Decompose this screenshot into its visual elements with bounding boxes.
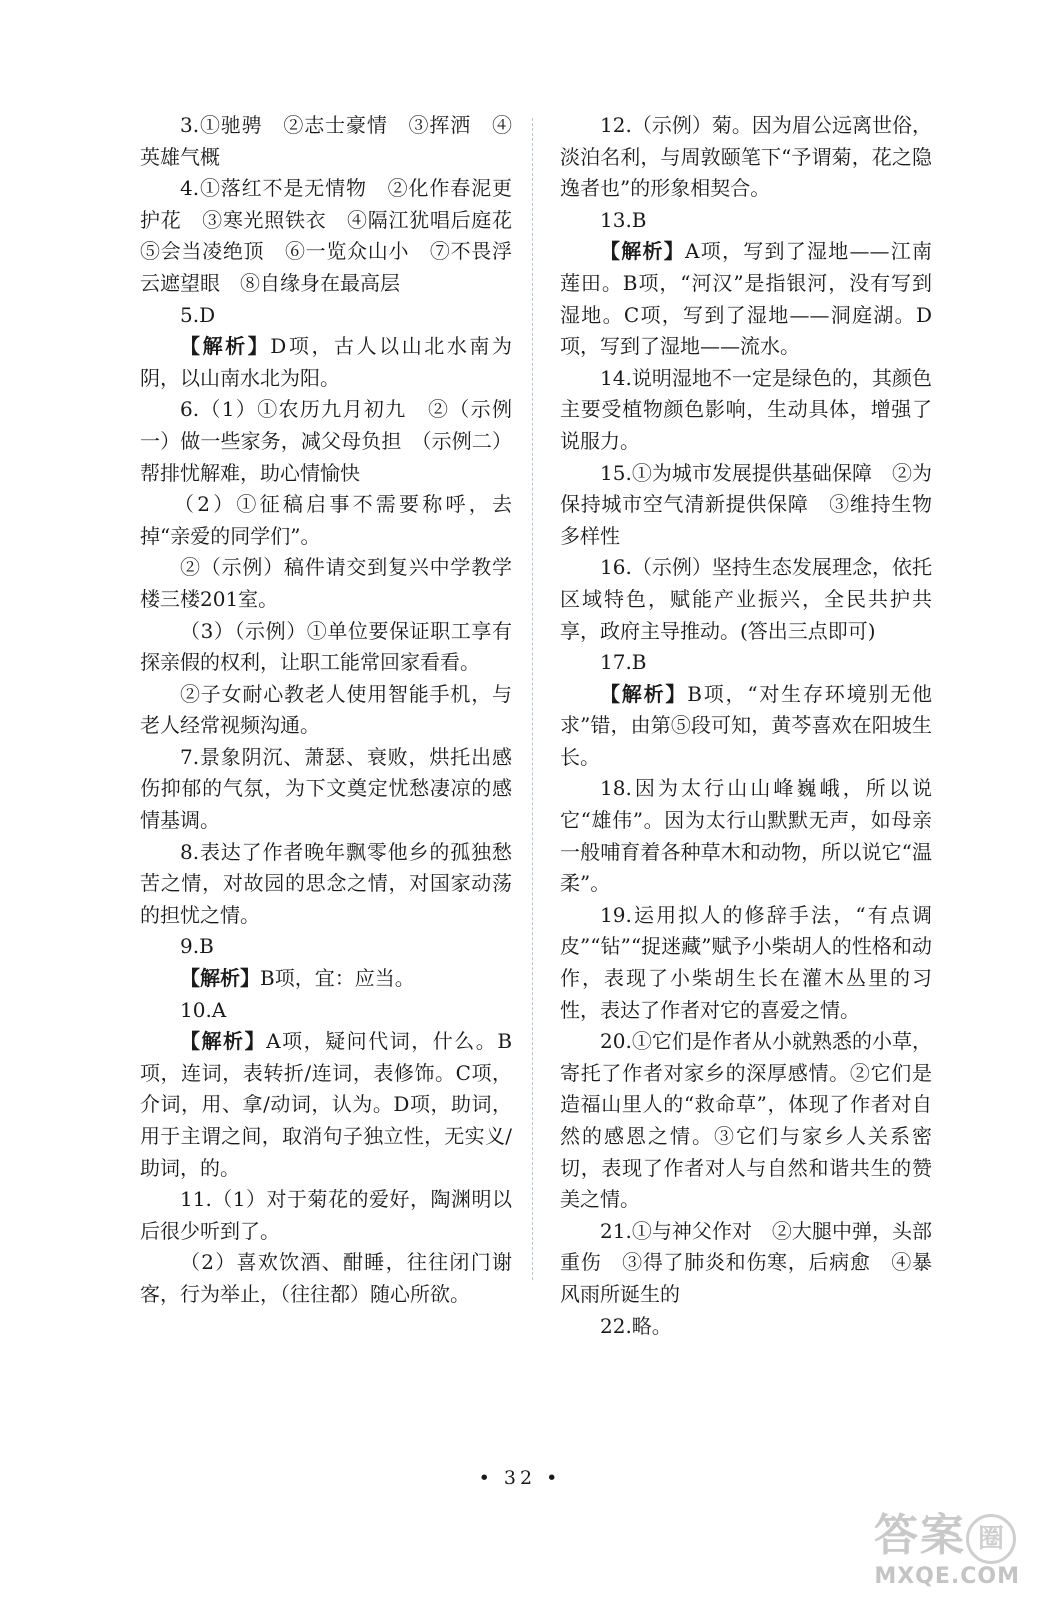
right-column bbox=[560, 110, 932, 1342]
answer-21: 21.①与神父作对 ②大腿中弹，头部重伤 ③得了肺炎和伤寒，后病愈 ④暴风雨所诞生的 bbox=[560, 1218, 932, 1306]
answer-7: 7.景象阴沉、萧瑟、衰败，烘托出感伤抑郁的气氛，为下文奠定忧愁凄凉的感情基调。 bbox=[140, 744, 512, 833]
watermark-url: MXQE.COM bbox=[874, 1564, 1020, 1589]
analysis-text: A项，疑问代词，什么。B项，连词，表转折/连词，表修饰。C项，介词，用、拿/动词，认为。D项，助词，用于主谓之间，取消句子独立性，无实义/助词，的。 bbox=[140, 1029, 513, 1180]
analysis-text: B项，宜：应当。 bbox=[260, 966, 415, 991]
column-divider bbox=[532, 118, 533, 1280]
answer-9: 9.B bbox=[180, 934, 214, 959]
analysis-label: 【解析】 bbox=[600, 681, 688, 706]
analysis-label: 【解析】 bbox=[180, 334, 271, 359]
answer-6-2: （2）①征稿启事不需要称呼，去掉“亲爱的同学们”。 bbox=[140, 492, 512, 548]
answer-22: 22.略。 bbox=[600, 1313, 672, 1338]
analysis-5 bbox=[140, 331, 512, 394]
answer-12: 12.（示例）菊。因为眉公远离世俗，淡泊名利，与周敦颐笔下“予谓菊，花之隐逸者也”的形象相契合。 bbox=[560, 113, 932, 201]
answer-3: 3.①驰骋 ②志士豪情 ③挥洒 ④英雄气概 bbox=[140, 113, 512, 169]
analysis-text: A项，写到了湿地——江南莲田。B项，“河汉”是指银河，没有写到湿地。C项，写到了湿地——洞庭湖。D项，写到了湿地——流水。 bbox=[560, 239, 932, 359]
answer-11-2: （2）喜欢饮酒、酣睡，往往闭门谢客，行为举止，（往往都）随心所欲。 bbox=[140, 1250, 512, 1306]
watermark-logo: 答案 bbox=[874, 1510, 966, 1561]
answer-15: 15.①为城市发展提供基础保障 ②为保持城市空气清新提供保障 ③维持生物多样性 bbox=[560, 460, 932, 548]
answer-13: 13.B bbox=[600, 207, 647, 232]
answer-10: 10.A bbox=[180, 997, 227, 1022]
answer-18: 18.因为太行山山峰巍峨，所以说它“雄伟”。因为太行山默默无声，如母亲一般哺育着各种草木和动物，所以说它“温柔”。 bbox=[560, 776, 932, 896]
answer-6-3b: ②子女耐心教老人使用智能手机，与老人经常视频沟通。 bbox=[140, 681, 512, 738]
answer-6-2b: ②（示例）稿件请交到复兴中学教学楼三楼201室。 bbox=[140, 555, 512, 611]
answer-6-1: 6.（1）①农历九月初九 ②（示例一）做一些家务，减父母负担 （示例二）帮排忧解难，助心情愉快 bbox=[140, 397, 512, 485]
analysis-label: 【解析】 bbox=[180, 966, 260, 991]
analysis-text: D项，古人以山北水南为阴，以山南水北为阳。 bbox=[140, 334, 512, 390]
analysis-label: 【解析】 bbox=[600, 239, 686, 264]
answer-5: 5.D bbox=[180, 302, 216, 327]
analysis-9 bbox=[140, 963, 512, 995]
answer-19: 19.运用拟人的修辞手法，“有点调皮”“钻”“捉迷藏”赋予小柴胡人的性格和动作，表现了小柴胡生长在灌木丛里的习性，表达了作者对它的喜爱之情。 bbox=[560, 902, 932, 1022]
answer-16: 16.（示例）坚持生态发展理念，依托区域特色，赋能产业振兴，全民共护共享，政府主导推动。(答出三点即可) bbox=[560, 555, 932, 643]
analysis-label: 【解析】 bbox=[180, 1029, 267, 1054]
answer-11-1: 11.（1）对于菊花的爱好，陶渊明以后很少听到了。 bbox=[140, 1187, 512, 1243]
analysis-text: B项，“对生存环境别无他求”错，由第⑤段可知，黄芩喜欢在阳坡生长。 bbox=[560, 681, 933, 769]
page-number: • 32 • bbox=[478, 1467, 562, 1489]
analysis-10 bbox=[140, 1026, 512, 1184]
watermark bbox=[840, 1508, 1030, 1592]
analysis-17 bbox=[560, 679, 932, 774]
answer-8: 8.表达了作者晚年飘零他乡的孤独愁苦之情，对故园的思念之情，对国家动荡的担忧之情。 bbox=[140, 839, 512, 927]
watermark-seal-icon: 圈 bbox=[966, 1514, 1016, 1564]
answer-14: 14.说明湿地不一定是绿色的，其颜色主要受植物颜色影响，生动具体，增强了说服力。 bbox=[560, 365, 932, 453]
answer-6-3: （3）（示例）①单位要保证职工享有探亲假的权利，让职工能常回家看看。 bbox=[140, 618, 512, 675]
answer-4: 4.①落红不是无情物 ②化作春泥更护花 ③寒光照铁衣 ④隔江犹唱后庭花 ⑤会当凌绝顶 ⑥一览众山小 ⑦不畏浮云遮望眼 ⑧自缘身在最高层 bbox=[140, 176, 532, 295]
analysis-13 bbox=[560, 236, 932, 362]
answer-20: 20.①它们是作者从小就熟悉的小草，寄托了作者对家乡的深厚感情。②它们是造福山里人的“救命草”，体现了作者对自然的感恩之情。③它们与家乡人关系密切，表现了作者对人与自然和谐共生的赞美之情。 bbox=[560, 1029, 932, 1212]
left-column bbox=[140, 110, 532, 1311]
answer-17: 17.B bbox=[600, 650, 647, 675]
